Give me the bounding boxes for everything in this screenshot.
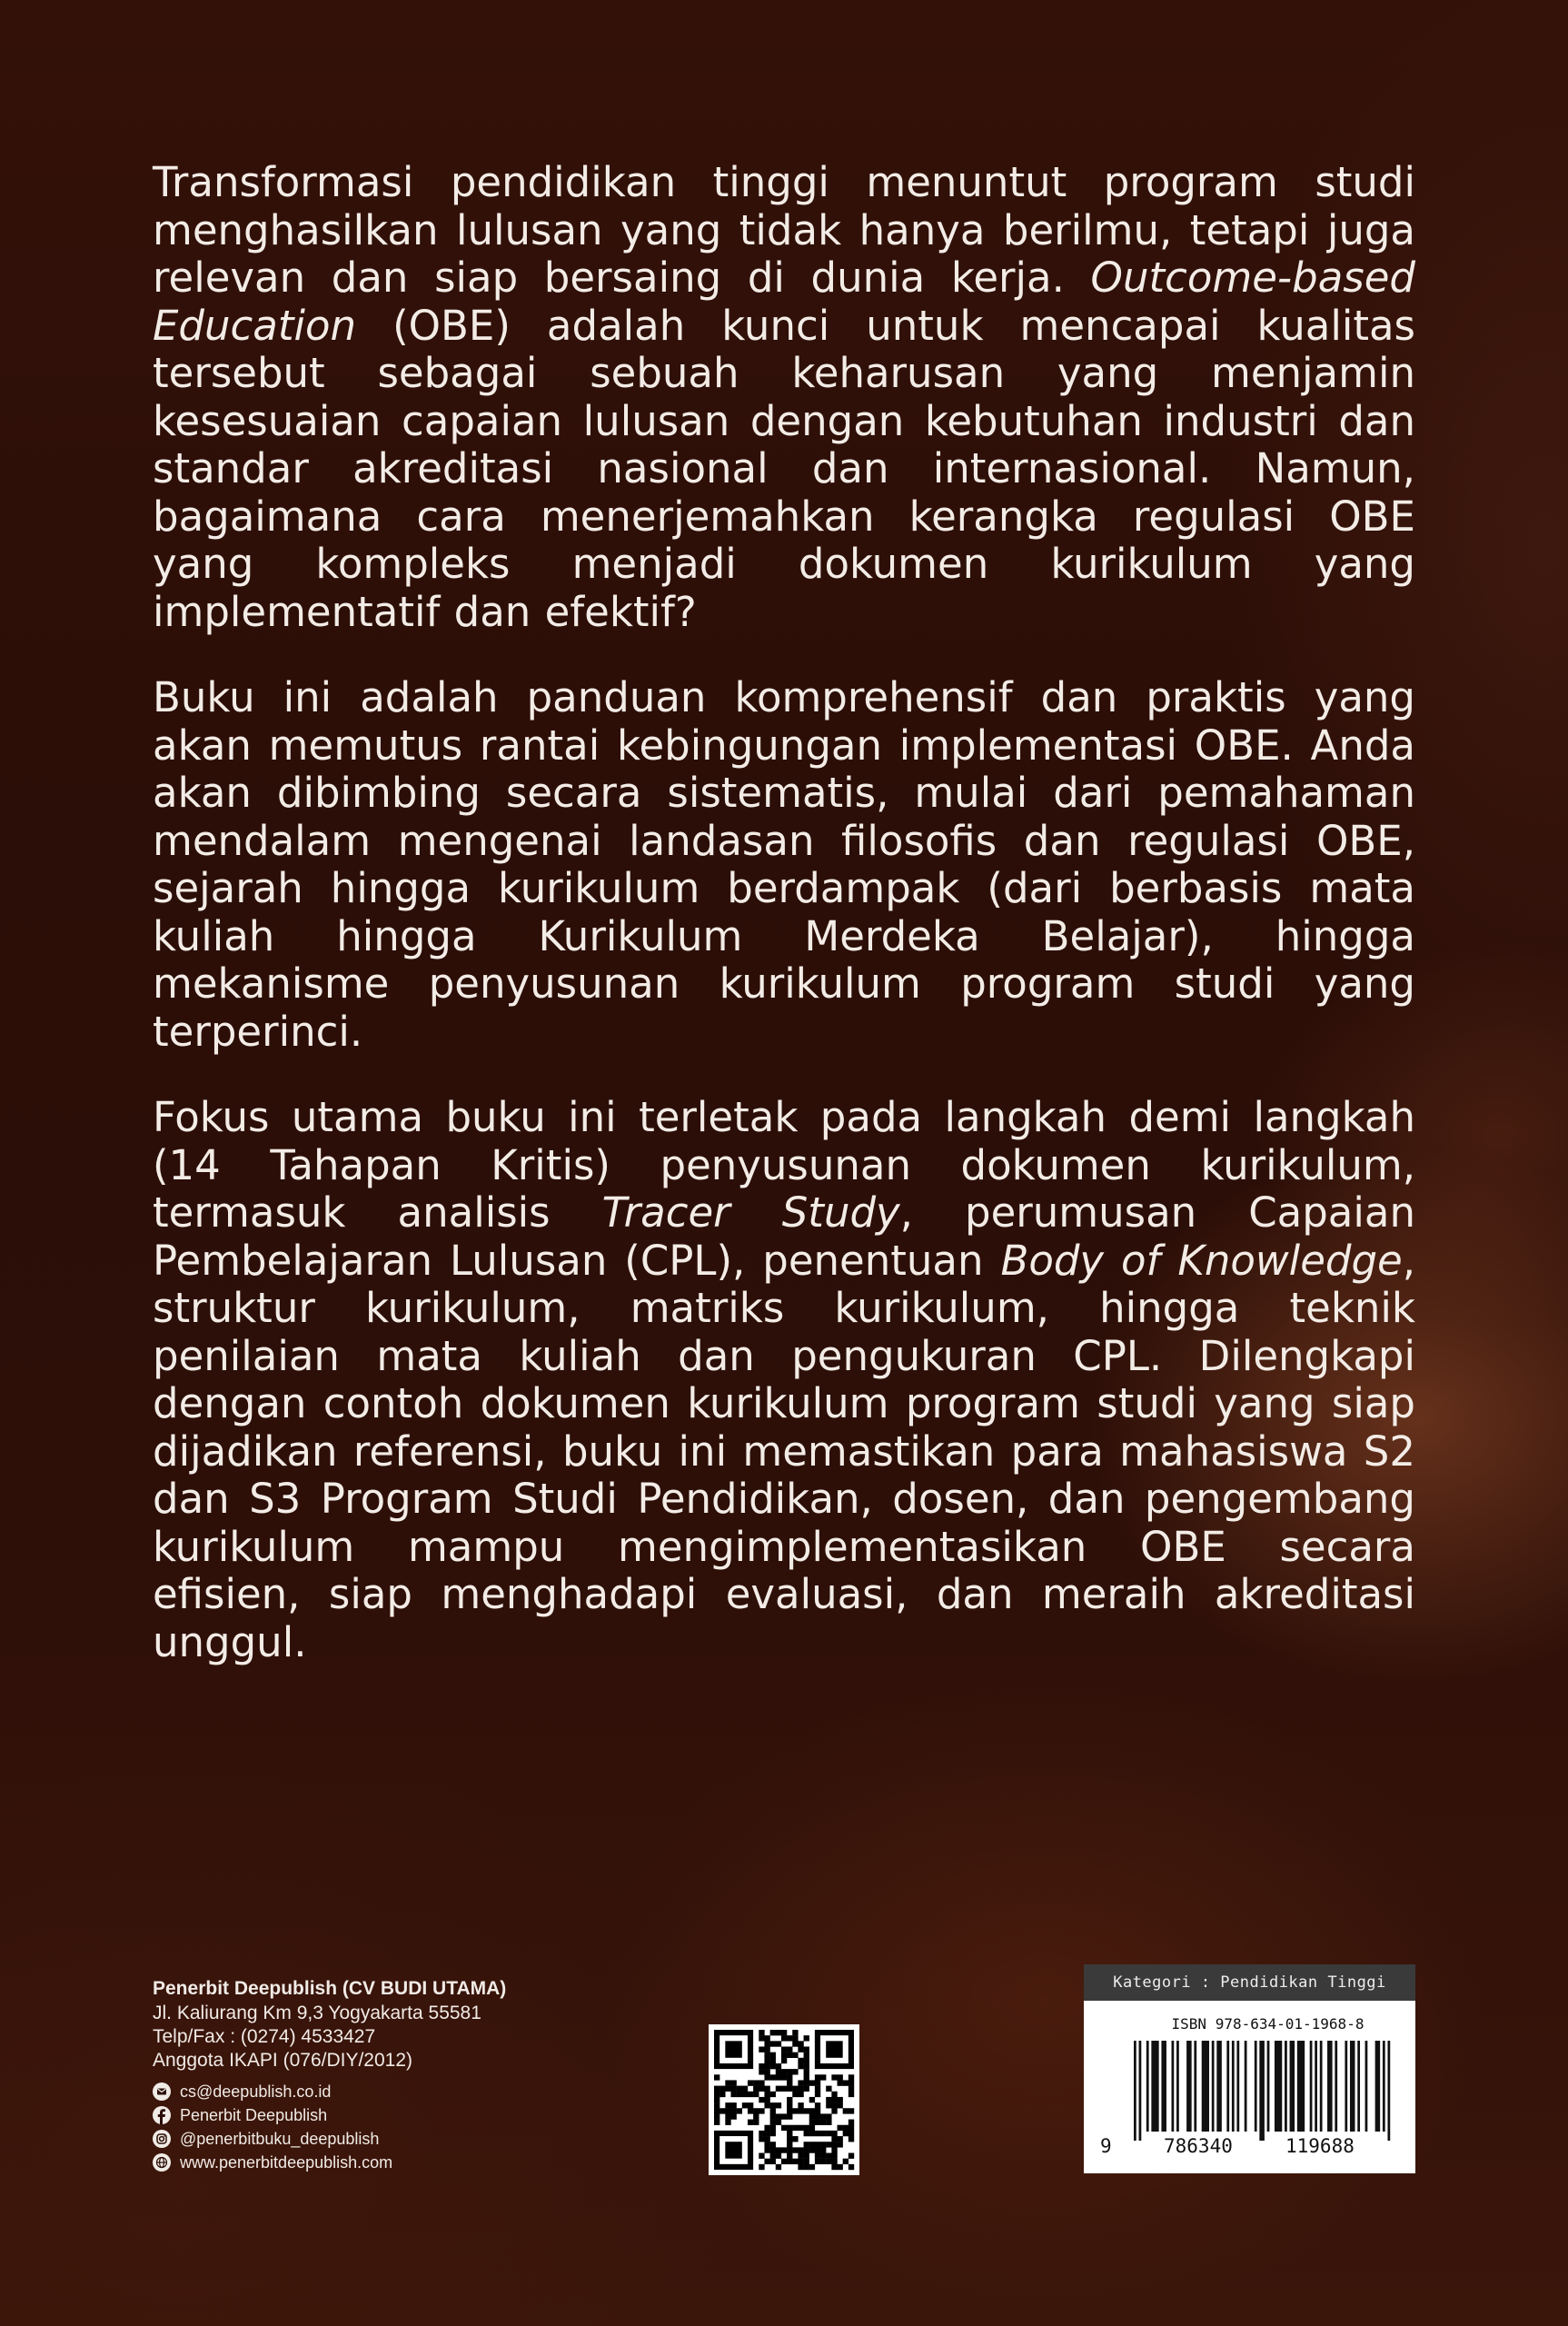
publisher-info — [153, 1976, 661, 2174]
instagram-icon — [153, 2130, 171, 2148]
text-run: Transformasi pendidikan tinggi menuntut program studi menghasilkan lulusan yang tidak hanya berilmu, tetapi juga relevan dan siap bersaing di dunia kerja. — [153, 158, 1415, 302]
web-icon — [153, 2153, 171, 2172]
text-run: (OBE) adalah kunci untuk mencapai kualitas tersebut sebagai sebuah keharusan yang menjamin kesesuaian capaian lulusan dengan kebutuhan industri dan standar akreditasi nasional dan internasional. Namun, bagaimana cara menerjemahkan kerangka regulasi OBE yang kompleks menjadi dokumen kurikulum yang implementatif dan efektif? — [153, 301, 1415, 636]
contact-email — [153, 2080, 661, 2103]
text-run: , perumusan Capaian Pembelajaran Lulusan (CPL), penentuan — [153, 1188, 1415, 1285]
contact-email-text: cs@deepublish.co.id — [180, 2082, 332, 2101]
email-icon — [153, 2082, 171, 2101]
qr-code-icon — [709, 2024, 859, 2175]
barcode-bars — [1134, 2041, 1393, 2141]
contact-list — [153, 2080, 661, 2174]
contact-facebook — [153, 2103, 661, 2127]
contact-facebook-text: Penerbit Deepublish — [180, 2106, 328, 2124]
facebook-icon — [153, 2106, 171, 2124]
blurb-text — [153, 159, 1415, 1705]
text-run: Fokus utama buku ini terletak pada langkah demi langkah (14 Tahapan Kritis) penyusunan dokumen kurikulum, termasuk analisis — [153, 1093, 1415, 1237]
contact-website — [153, 2151, 661, 2174]
contact-website-text: www.penerbitdeepublish.com — [180, 2153, 393, 2172]
barcode-digits-left: 786340 — [1164, 2135, 1233, 2157]
publisher-ikapi: Anggota IKAPI (076/DIY/2012) — [153, 2050, 413, 2071]
italic-term: Outcome-based Education — [153, 253, 1415, 350]
blurb-paragraph-2 — [153, 674, 1415, 1056]
italic-term: Tracer Study — [601, 1188, 900, 1237]
publisher-name: Penerbit Deepublish (CV BUDI UTAMA) — [153, 1978, 507, 1999]
barcode-digits-right: 119688 — [1285, 2135, 1355, 2157]
contact-instagram-text: @penerbitbuku_deepublish — [180, 2130, 380, 2148]
publisher-address: Jl. Kaliurang Km 9,3 Yogyakarta 55581 — [153, 2003, 481, 2023]
isbn-number: ISBN 978-634-01-1968-8 — [1171, 2015, 1365, 2033]
text-run: , struktur kurikulum, matriks kurikulum, hingga teknik penilaian mata kuliah dan pengukuran CPL. Dilengkapi dengan contoh dokumen kurikulum program studi yang siap dijadikan referensi, buku ini memastikan para mahasiswa S2 dan S3 Program Studi Pendidikan, dosen, dan pengembang kurikulum mampu mengimplementasikan OBE secara efisien, siap menghadapi evaluasi, dan meraih akreditasi unggul. — [153, 1236, 1416, 1666]
blurb-paragraph-1 — [153, 159, 1415, 636]
publisher-phone: Telp/Fax : (0274) 4533427 — [153, 2026, 376, 2047]
italic-term: Body of Knowledge — [1000, 1236, 1403, 1285]
barcode-digit-first: 9 — [1100, 2135, 1112, 2157]
blurb-paragraph-3 — [153, 1094, 1415, 1666]
category-label: Kategori : Pendidikan Tinggi — [1084, 1964, 1415, 2001]
contact-instagram — [153, 2127, 661, 2151]
barcode-panel — [1084, 2001, 1415, 2173]
text-run: Buku ini adalah panduan komprehensif dan praktis yang akan memutus rantai kebingungan implementasi OBE. Anda akan dibimbing secara sistematis, mulai dari pemahaman mendalam mengenai landasan filosofis dan regulasi OBE, sejarah hingga kurikulum berdampak (dari berbasis mata kuliah hingga Kurikulum Merdeka Belajar), hingga mekanisme penyusunan kurikulum program studi yang terperinci. — [153, 673, 1415, 1056]
isbn-barcode — [1084, 1964, 1415, 2173]
